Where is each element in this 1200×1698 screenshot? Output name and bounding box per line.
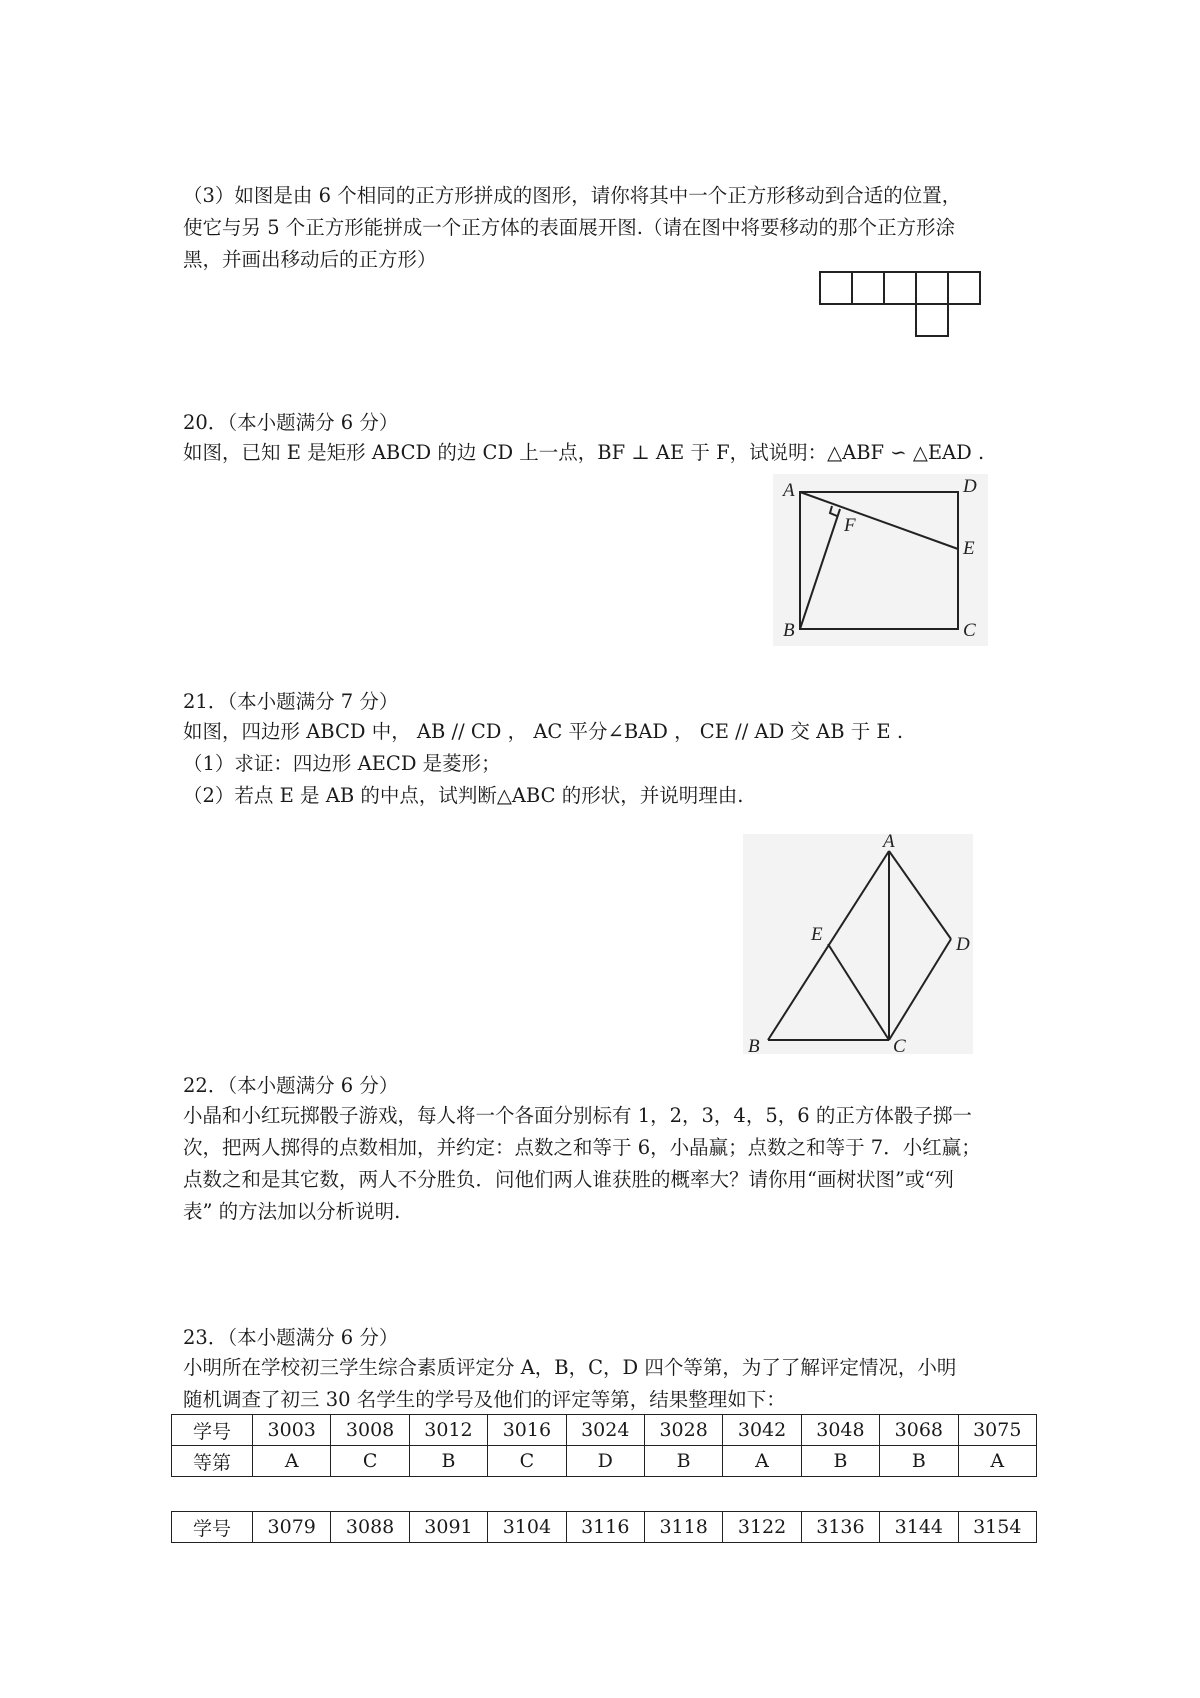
label-e: E <box>811 924 823 945</box>
table-cell: 3136 <box>801 1512 879 1543</box>
table-header-cell: 学号 <box>172 1415 253 1446</box>
q19-3-line-1: （3）如图是由 6 个相同的正方形拼成的图形，请你将其中一个正方形移动到合适的位置， <box>183 184 962 207</box>
table-cell: 3091 <box>409 1512 487 1543</box>
table-row <box>172 1415 1037 1446</box>
label-b: B <box>783 620 795 641</box>
table-cell: 3079 <box>253 1512 331 1543</box>
label-a: A <box>883 834 895 852</box>
table-cell: 3144 <box>880 1512 958 1543</box>
q22-heading: 22．（本小题满分 6 分） <box>183 1074 399 1097</box>
table-cell: 3104 <box>488 1512 566 1543</box>
label-e: E <box>963 538 975 559</box>
table-row <box>172 1446 1037 1477</box>
table-cell: 3003 <box>253 1415 331 1446</box>
table-cell: A <box>723 1446 801 1477</box>
q21-quadrilateral-figure <box>743 834 973 1054</box>
table-cell: 3008 <box>331 1415 409 1446</box>
label-c: C <box>963 620 976 641</box>
table-cell: 3068 <box>880 1415 958 1446</box>
table-cell: 3088 <box>331 1512 409 1543</box>
table-cell: C <box>488 1446 566 1477</box>
q19-3-square-net-figure <box>818 270 988 342</box>
label-a: A <box>783 480 795 501</box>
q20-text <box>183 437 1033 469</box>
label-d: D <box>956 934 970 955</box>
q23-text <box>183 1352 1033 1416</box>
q21-line-2: （1）求证：四边形 AECD 是菱形； <box>183 752 501 775</box>
table-cell: B <box>409 1446 487 1477</box>
table-cell: 3154 <box>958 1512 1036 1543</box>
q23-line-2: 随机调查了初三 30 名学生的学号及他们的评定等第，结果整理如下： <box>183 1388 786 1411</box>
table-cell: A <box>253 1446 331 1477</box>
net-square-4 <box>916 272 948 304</box>
label-b: B <box>748 1036 760 1054</box>
table-row <box>172 1512 1037 1543</box>
table-cell: 3024 <box>566 1415 644 1446</box>
table-cell: A <box>958 1446 1036 1477</box>
q23-line-1: 小明所在学校初三学生综合素质评定分 A，B，C，D 四个等第，为了了解评定情况，小明 <box>183 1356 957 1379</box>
table-cell: 3016 <box>488 1415 566 1446</box>
q19-3-text <box>183 180 1033 276</box>
q22-text <box>183 1100 1033 1228</box>
q22-line-1: 小晶和小红玩掷骰子游戏，每人将一个各面分别标有 1，2，3，4，5，6 的正方体骰子掷一 <box>183 1104 972 1127</box>
table-cell: 3116 <box>566 1512 644 1543</box>
net-square-6 <box>916 304 948 336</box>
net-square-3 <box>884 272 916 304</box>
label-c: C <box>893 1036 906 1054</box>
q22-line-2: 次，把两人掷得的点数相加，并约定：点数之和等于 6，小晶赢；点数之和等于 7．小红赢； <box>183 1136 981 1159</box>
figure-background <box>773 474 988 646</box>
table-header-cell: 等第 <box>172 1446 253 1477</box>
label-f: F <box>844 515 856 536</box>
net-square-1 <box>820 272 852 304</box>
q20-line-1: 如图，已知 E 是矩形 ABCD 的边 CD 上一点，BF ⊥ AE 于 F，试说明：△ABF ∽ △EAD . <box>183 441 985 464</box>
q21-text <box>183 716 1033 812</box>
q22-line-3: 点数之和是其它数，两人不分胜负．问他们两人谁获胜的概率大？请你用“画树状图”或“列 <box>183 1168 954 1191</box>
table-cell: 3118 <box>644 1512 722 1543</box>
table-cell: 3075 <box>958 1415 1036 1446</box>
table-cell: 3048 <box>801 1415 879 1446</box>
q19-3-line-3: 黑，并画出移动后的正方形） <box>183 248 437 271</box>
figure-background <box>743 834 973 1054</box>
table-cell: D <box>566 1446 644 1477</box>
table-cell: 3042 <box>723 1415 801 1446</box>
q20-rectangle-figure <box>773 474 988 646</box>
table-cell: C <box>331 1446 409 1477</box>
table-cell: B <box>880 1446 958 1477</box>
label-d: D <box>963 476 977 497</box>
table-cell: B <box>644 1446 722 1477</box>
table-cell: B <box>801 1446 879 1477</box>
q21-line-1: 如图，四边形 ABCD 中， AB // CD ， AC 平分∠BAD ， CE // AD 交 AB 于 E . <box>183 720 904 743</box>
table-cell: 3028 <box>644 1415 722 1446</box>
table-cell: 3122 <box>723 1512 801 1543</box>
q21-line-3: （2）若点 E 是 AB 的中点，试判断△ABC 的形状，并说明理由. <box>183 784 744 807</box>
net-square-5 <box>948 272 980 304</box>
q22-line-4: 表” 的方法加以分析说明. <box>183 1200 401 1223</box>
q20-heading: 20．（本小题满分 6 分） <box>183 411 399 434</box>
net-square-2 <box>852 272 884 304</box>
q19-3-line-2: 使它与另 5 个正方形能拼成一个正方体的表面展开图.（请在图中将要移动的那个正方形涂 <box>183 216 956 239</box>
grade-table-1 <box>171 1414 1037 1477</box>
grade-table-2 <box>171 1511 1037 1543</box>
q21-heading: 21．（本小题满分 7 分） <box>183 690 399 713</box>
table-cell: 3012 <box>409 1415 487 1446</box>
q23-heading: 23．（本小题满分 6 分） <box>183 1326 399 1349</box>
table-header-cell: 学号 <box>172 1512 253 1543</box>
